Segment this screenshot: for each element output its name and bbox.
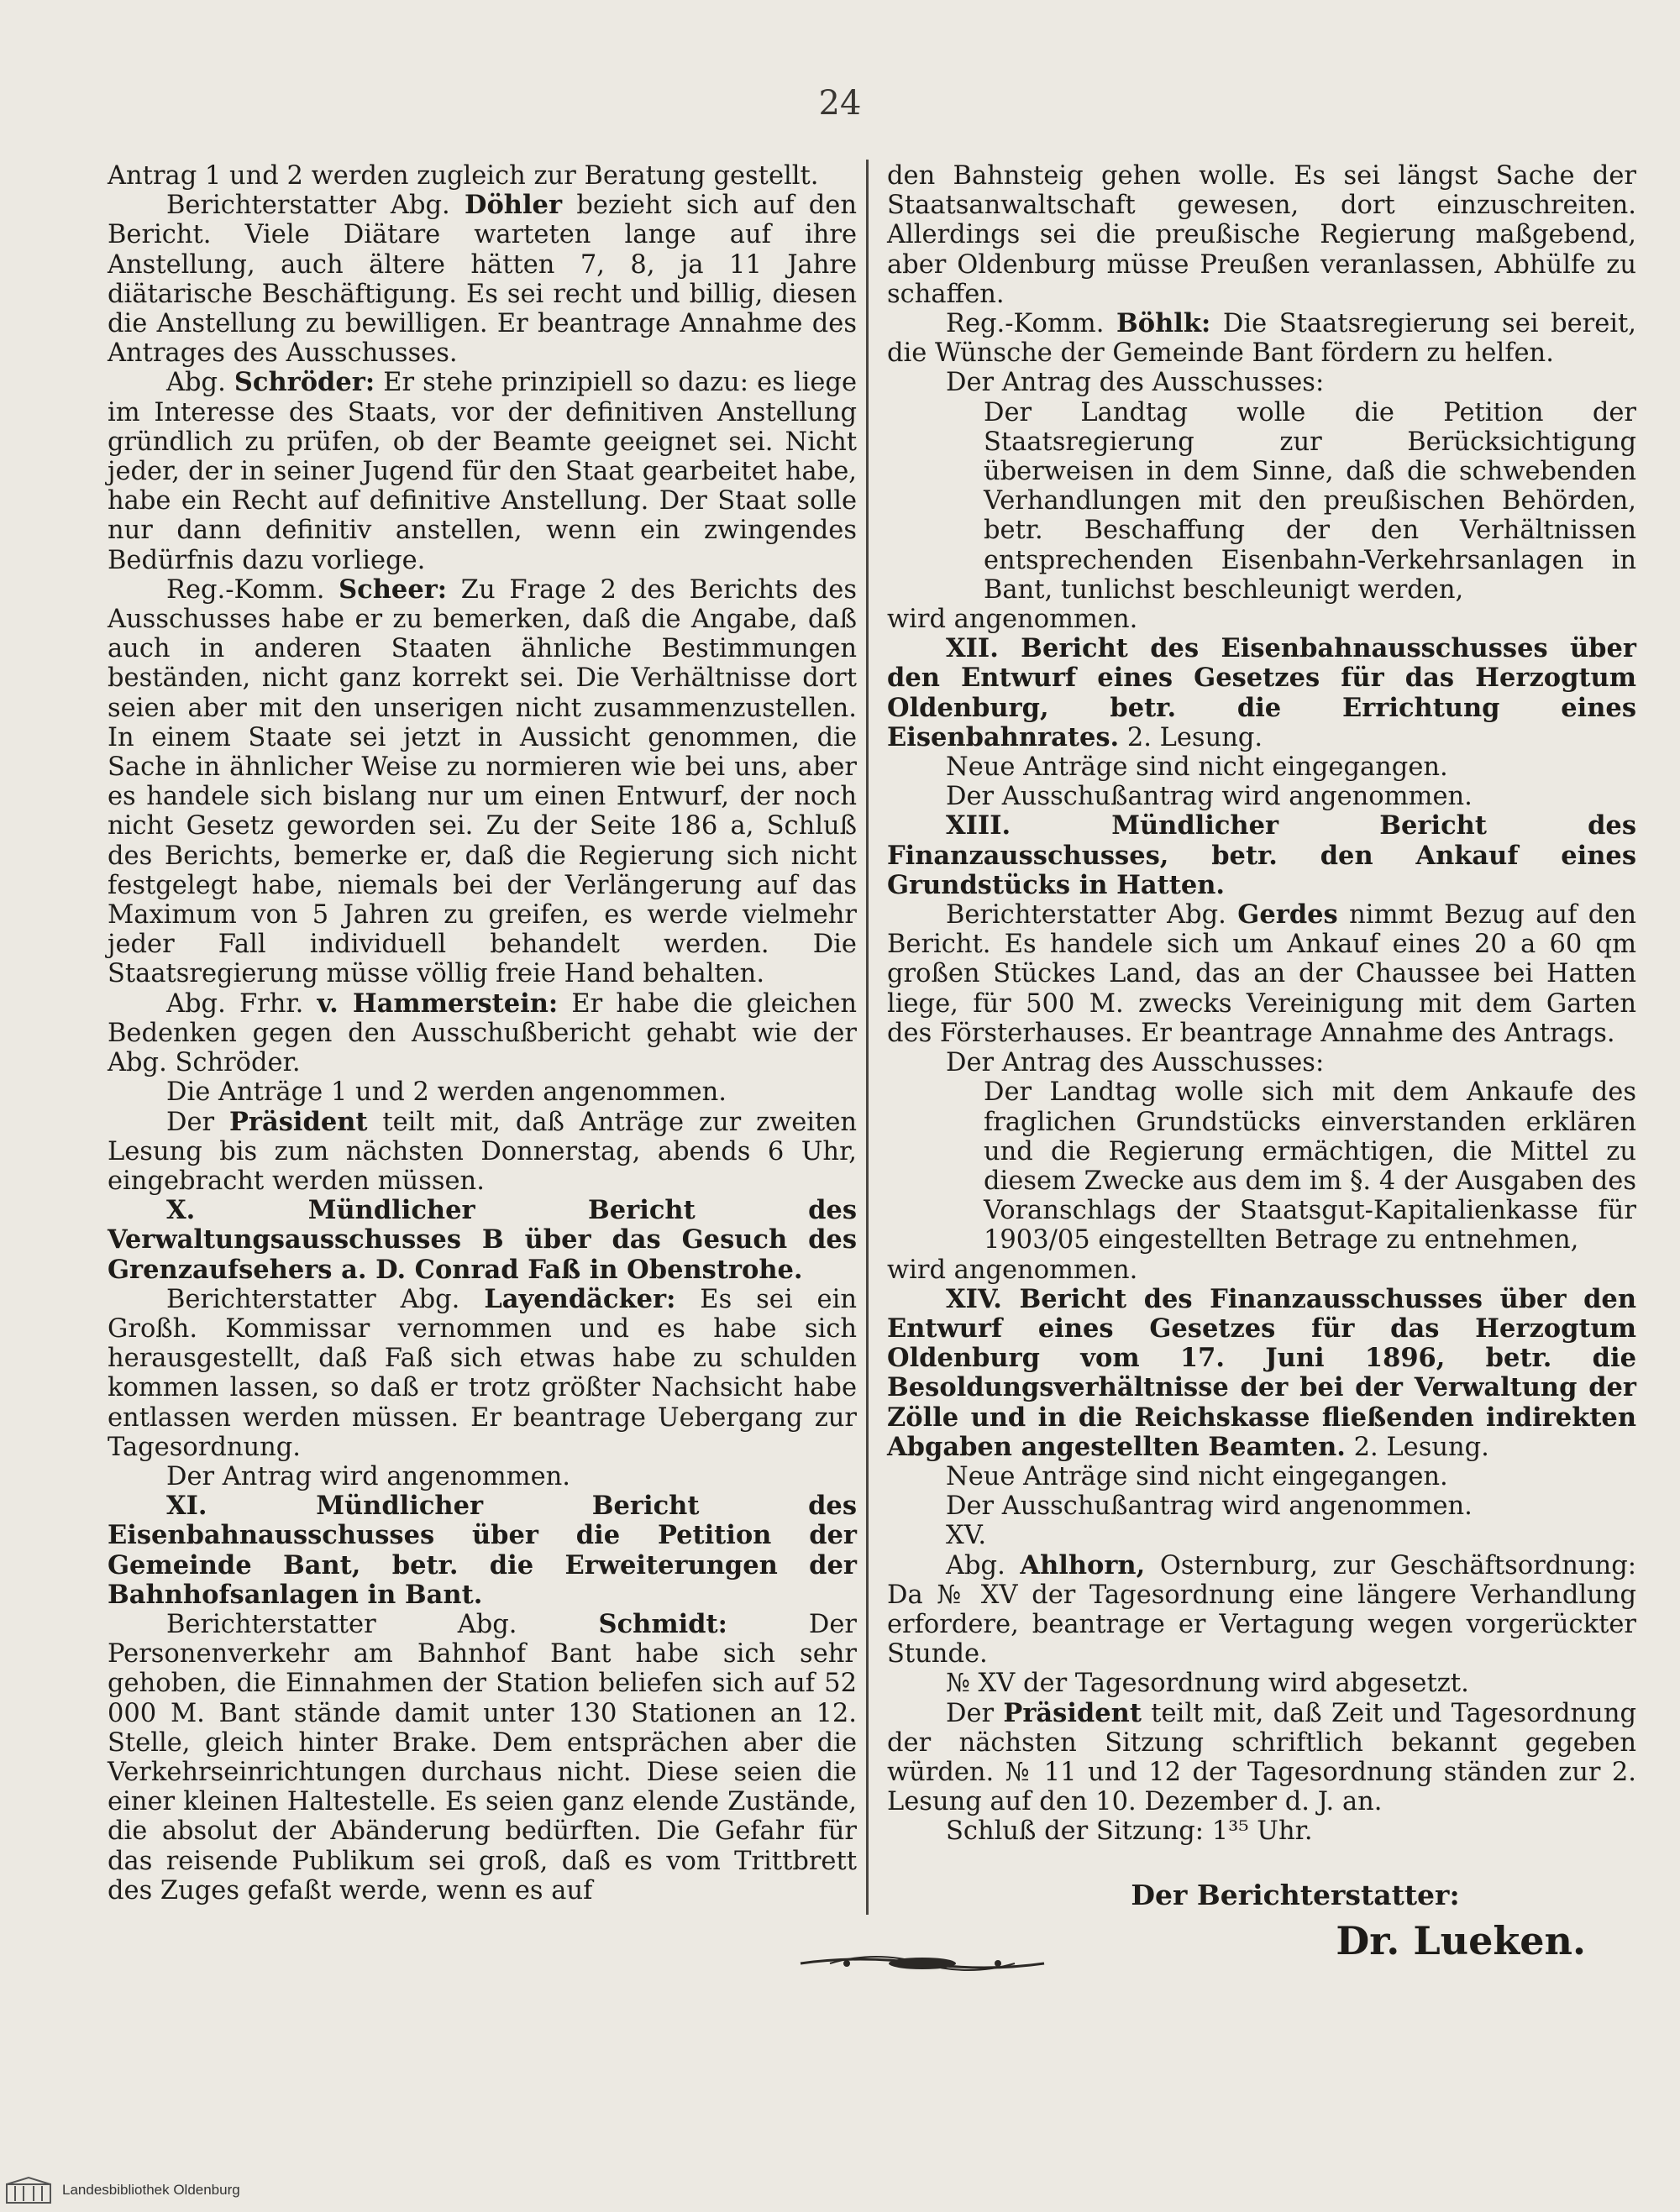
- paragraph: № XV der Tagesordnung wird abgesetzt.: [946, 1669, 1469, 1699]
- speaker-title: Berichterstatter Abg.: [946, 900, 1238, 930]
- library-label: Landesbibliothek Oldenburg: [62, 2182, 240, 2198]
- speaker-name: Böhlk:: [1116, 308, 1211, 339]
- section-heading: [887, 634, 1636, 752]
- speaker-name: Scheer:: [339, 574, 448, 605]
- paragraph: Der Ausschußantrag wird angenommen.: [946, 1491, 1473, 1522]
- paragraph: Schluß der Sitzung: 1³⁵ Uhr.: [946, 1816, 1313, 1847]
- page-number: 24: [818, 84, 862, 123]
- paragraph-continued: wird angenommen.: [887, 605, 1138, 635]
- speech-paragraph: [108, 368, 857, 574]
- speech-paragraph: [887, 309, 1636, 368]
- left-column: [108, 161, 857, 1905]
- divider-ornament-icon: [796, 1947, 1048, 1980]
- section-heading: [887, 1285, 1636, 1462]
- signature-name: Dr. Lueken.: [1336, 1917, 1586, 1963]
- speech-text: Der Personenverkehr am Bahnhof Bant habe sich sehr gehoben, die Einnahmen der Station beliefen sich auf 52 000 M. Bant stände damit unter 130 Stationen an 12. Stelle, gleich hinter Brake. Dem entsprächen aber die Verkehrseinrichtungen durchaus nicht. Diese seien die einer kleinen Haltestelle. Es seien ganz elende Zustände, die absolut der Abänderung bedürften. Die Gefahr für das reisende Publikum sei groß, daß es vom Trittbrett des Zuges gefaßt werde, wenn es auf: [108, 1609, 858, 1905]
- speaker-name: Präsident: [1003, 1697, 1142, 1728]
- speaker-name: Layendäcker:: [484, 1283, 676, 1314]
- paragraph-continued: Antrag 1 und 2 werden zugleich zur Beratung gestellt.: [108, 161, 819, 191]
- speech-paragraph: [108, 1610, 857, 1905]
- speech-paragraph: [887, 1551, 1636, 1669]
- speech-paragraph: [108, 989, 857, 1078]
- paragraph: Neue Anträge sind nicht eingegangen.: [946, 752, 1448, 783]
- paragraph: Neue Anträge sind nicht eingegangen.: [946, 1461, 1448, 1491]
- paragraph: Der Antrag wird angenommen.: [166, 1461, 570, 1491]
- paragraph: Die Anträge 1 und 2 werden angenommen.: [166, 1077, 727, 1108]
- speech-paragraph: [108, 575, 857, 989]
- signature-label: Der Berichterstatter:: [1131, 1878, 1460, 1911]
- speech-text: teilt mit, daß Anträge zur zweiten Lesung bis zum nächsten Donnerstag, abends 6 Uhr, eingebracht werden müssen.: [108, 1107, 858, 1196]
- library-building-icon: [5, 2176, 52, 2204]
- speech-paragraph: [108, 1108, 857, 1197]
- heading-text: XIV. Bericht des Finanzausschusses über den Entwurf eines Gesetzes für das Herzogtum Oldenburg vom 17. Juni 1896, betr. die Besoldungsverhältnisse der bei der Verwaltung der Zölle und in die Reichskasse fließenden indirekten Abgaben angestellten Beamten.: [887, 1283, 1636, 1462]
- section-heading: [887, 811, 1636, 900]
- speaker-title: Berichterstatter Abg.: [166, 1609, 599, 1639]
- paragraph: Der Antrag des Ausschusses:: [946, 1048, 1325, 1078]
- speech-paragraph: [887, 900, 1636, 1048]
- speaker-name: v. Hammerstein:: [317, 988, 559, 1019]
- speech-text: Er stehe prinzipiell so dazu: es liege im Interesse des Staats, vor der definitiven Anstellung gründlich zu prüfen, ob der Beamte geeignet sei. Nicht jeder, der in seiner Jugend für den Staat gearbeitet habe, habe ein Recht auf definitive Anstellung. Der Staat solle nur dann definitiv anstellen, wenn ein zwingendes Bedürfnis dazu vorliege.: [108, 368, 857, 575]
- paragraph: Der Antrag des Ausschusses:: [946, 368, 1325, 398]
- heading-text: X. Mündlicher Bericht des Verwaltungsausschusses B über das Gesuch des Grenzaufsehers a. D. Conrad Faß in Obenstrohe.: [108, 1195, 857, 1285]
- speaker-title: Berichterstatter Abg.: [166, 1284, 485, 1314]
- speech-text: Die Staatsregierung sei bereit, die Wünsche der Gemeinde Bant fördern zu helfen.: [887, 309, 1636, 369]
- heading-text: XIII. Mündlicher Bericht des Finanzausschusses, betr. den Ankauf eines Grundstücks in Hatten.: [887, 810, 1636, 900]
- speaker-title: Abg.: [946, 1550, 1021, 1580]
- speech-text: Zu Frage 2 des Berichts des Ausschusses habe er zu bemerken, daß die Angabe, daß auch in anderen Staaten ähnliche Bestimmungen beständen, nicht ganz korrekt sei. Die Verhältnisse dort seien aber mit den unserigen nicht zusammenzustellen. In einem Staate sei jetzt in Aussicht genommen, die Sache in ähnlicher Weise zu normieren wie bei uns, aber es handele sich bislang nur um einen Entwurf, der noch nicht Gesetz geworden sei. Zu der Seite 186 a, Schluß des Berichts, bemerke er, daß die Regierung sich nicht festgelegt habe, niemals bei der Verlängerung auf das Maximum von 5 Jahren zu greifen, es werde vielmehr jeder Fall individuell behandelt werden. Die Staatsregierung müsse völlig freie Hand behalten.: [108, 574, 858, 989]
- paragraph-continued: wird angenommen.: [887, 1255, 1138, 1285]
- paragraph-continued: den Bahnsteig gehen wolle. Es sei längst Sache der Staatsanwaltschaft gewesen, dort einzuschreiten. Allerdings sei die preußische Regierung maßgebend, aber Oldenburg müsse Preußen veranlassen, Abhülfe zu schaffen.: [887, 161, 1636, 309]
- speaker-title: Der: [166, 1107, 229, 1137]
- footer: [5, 2173, 307, 2207]
- speech-paragraph: [887, 1699, 1636, 1817]
- speaker-name: Ahlhorn,: [1020, 1549, 1146, 1580]
- column-divider: [866, 160, 869, 1915]
- speaker-title: Berichterstatter Abg.: [166, 191, 465, 221]
- speech-text: nimmt Bezug auf den Bericht. Es handele sich um Ankauf eines 20 a 60 qm großen Stückes Land, das an der Chaussee bei Hatten liege, für 500 M. zwecks Vereinigung mit dem Garten des Försterhauses. Er beantrage Annahme des Antrags.: [887, 900, 1637, 1048]
- speaker-name: Gerdes: [1237, 899, 1338, 930]
- motion-quote: Der Landtag wolle die Petition der Staatsregierung zur Berücksichtigung überweisen in dem Sinne, daß die schwebenden Verhandlungen mit den preußischen Behörden, betr. Beschaffung der den Verhältnissen entsprechenden Eisenbahn-Verkehrsanlagen in Bant, tunlichst beschleunigt werden,: [984, 397, 1636, 605]
- right-column: [887, 161, 1637, 1963]
- speaker-title: Reg.-Komm.: [166, 574, 339, 605]
- section-heading: [108, 1196, 857, 1285]
- speech-paragraph: [108, 1285, 857, 1462]
- heading-text: XII. Bericht des Eisenbahnausschusses über den Entwurf eines Gesetzes für das Herzogtum Oldenburg, betr. die Errichtung eines Eisenbahnrates.: [887, 633, 1636, 752]
- heading-text: XI. Mündlicher Bericht des Eisenbahnausschusses über die Petition der Gemeinde Bant, betr. die Erweiterungen der Bahnhofsanlagen in Bant.: [108, 1491, 857, 1610]
- motion-quote: Der Landtag wolle sich mit dem Ankaufe des fraglichen Grundstücks einverstanden erklären und die Regierung ermächtigen, die Mittel zu diesem Zwecke aus dem im §. 4 der Ausgaben des Voranschlags der Staatsgut-Kapitalienkasse für 1903/05 eingestellten Betrage zu entnehmen,: [984, 1077, 1636, 1255]
- speech-text: bezieht sich auf den Bericht. Viele Diätare warteten lange auf ihre Anstellung, auch ältere hätten 7, 8, ja 11 Jahre diätarische Beschäftigung. Es sei recht und billig, diesen die Anstellung zu bewilligen. Er beantrage Annahme des Antrages des Ausschusses.: [108, 191, 857, 369]
- speaker-name: Schröder:: [234, 367, 375, 398]
- speaker-name: Schmidt:: [598, 1608, 727, 1639]
- speaker-name: Präsident: [228, 1106, 368, 1137]
- heading-suffix: 2. Lesung.: [1345, 1432, 1489, 1462]
- paragraph: Der Ausschußantrag wird angenommen.: [946, 782, 1473, 812]
- speech-paragraph: [108, 191, 857, 368]
- speaker-title: Abg. Frhr.: [166, 988, 318, 1019]
- speaker-title: Der: [946, 1698, 1004, 1728]
- paragraph: XV.: [946, 1521, 987, 1551]
- speaker-title: Abg.: [166, 368, 234, 398]
- speech-text: Osternburg, zur Geschäftsordnung: Da № XV der Tagesordnung eine längere Verhandlung erfordere, beantrage er Vertagung wegen vorgerückter Stunde.: [887, 1550, 1636, 1669]
- speech-text: Er habe die gleichen Bedenken gegen den Ausschußbericht gehabt wie der Abg. Schröder.: [108, 988, 857, 1078]
- speaker-name: Döhler: [465, 190, 563, 221]
- heading-suffix: 2. Lesung.: [1119, 722, 1263, 752]
- section-heading: [108, 1491, 857, 1610]
- speech-text: Es sei ein Großh. Kommissar vernommen und es habe sich herausgestellt, daß Faß sich etwas habe zu schulden kommen lassen, so daß er trotz größter Nachsicht habe entlassen werden müssen. Er beantrage Uebergang zur Tagesordnung.: [108, 1284, 858, 1462]
- speech-text: teilt mit, daß Zeit und Tagesordnung der nächsten Sitzung schriftlich bekannt gegeben würden. № 11 und 12 der Tagesordnung ständen zur 2. Lesung auf den 10. Dezember d. J. an.: [887, 1698, 1636, 1817]
- speaker-title: Reg.-Komm.: [946, 309, 1116, 339]
